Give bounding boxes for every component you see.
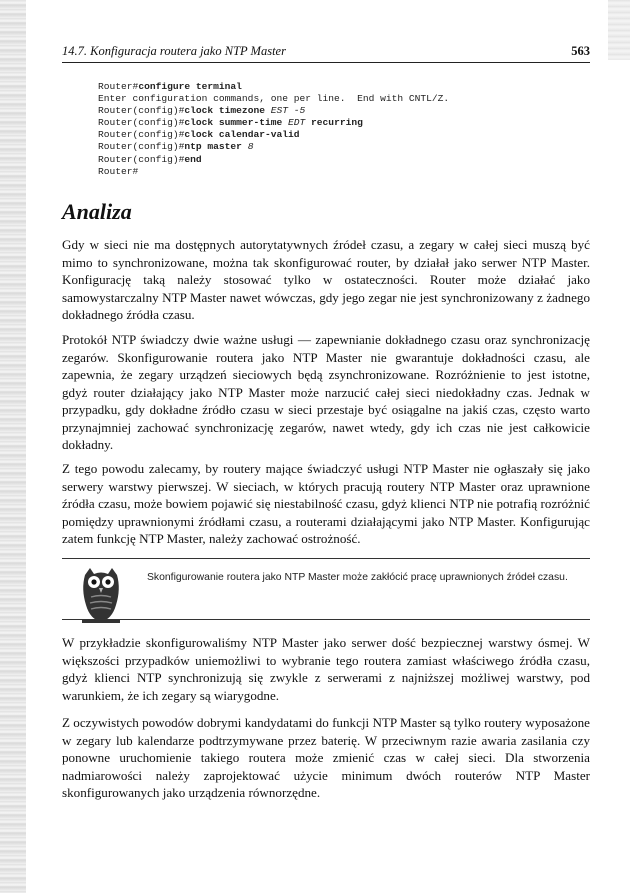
code-segment: end	[184, 153, 202, 165]
code-segment: Router(config)#	[98, 153, 185, 165]
code-segment: Router(config)#	[98, 141, 185, 153]
paragraph-2: Protokół NTP świadczy dwie ważne usługi — zapewnianie dokładnego czasu oraz synchronizację zegarów. Skonfigurowanie routera jako NTP Master nie gwarantuje dokładności czasu, ale zapewnia, że zegary urządzeń sieciowych będą zsynchronizowane. Rozróżnienie to jest istotne, gdyż router działający jako NTP Master może narzucić całej sieci niedokładny czas. Jednak w przypadku, gdy dokładne źródło czasu w sieci przestaje być osiągalne na jakiś czas, często warto przynajmniej zachować synchronizację zegarów, nawet wtedy, gdy ich czas nie jest całkowicie dokładny.	[62, 332, 590, 452]
code-segment: Router(config)#	[98, 105, 185, 117]
code-segment: clock timezone	[184, 105, 271, 117]
code-segment: Router#	[98, 81, 139, 92]
code-segment: clock calendar-valid	[184, 129, 300, 141]
code-segment: Router(config)#	[98, 129, 185, 141]
running-header	[62, 44, 590, 63]
section-heading: Analiza	[62, 199, 132, 224]
paragraph-1: Gdy w sieci nie ma dostępnych autorytatywnych źródeł czasu, a zegary w całej sieci muszą być mimo to synchronizowane, można tak skonfigurować router, by działał jako serwer NTP Master. Konfigurację taką należy stosować tylko w ostateczności. Router może działać jako samowystarczalny NTP Master nawet wówczas, gdy jego zegar nie jest synchronizowany z żadnego dokładnego źródła czasu.	[62, 237, 590, 322]
code-segment: configure terminal	[138, 81, 242, 92]
code-listing	[98, 81, 578, 178]
code-segment: clock summer-time	[184, 117, 288, 129]
code-segment: ntp master	[184, 141, 248, 153]
scan-edge-corner	[608, 0, 630, 60]
code-segment: Router(config)#	[98, 117, 185, 129]
chapter-title: 14.7. Konfiguracja routera jako NTP Master	[62, 44, 286, 58]
owl-icon	[79, 567, 123, 625]
page-number: 563	[571, 44, 590, 58]
note-rule-bottom	[62, 619, 590, 620]
code-segment: Router#	[98, 165, 139, 177]
code-line	[98, 141, 578, 153]
code-line	[98, 154, 578, 166]
code-line	[98, 117, 578, 129]
code-line	[98, 166, 578, 178]
note-rule-top	[62, 558, 590, 559]
code-segment: 8	[247, 141, 254, 153]
note-text: Skonfigurowanie routera jako NTP Master może zakłócić pracę uprawnionych źródeł czasu.	[147, 572, 568, 583]
paragraph-5: Z oczywistych powodów dobrymi kandydatami do funkcji NTP Master są tylko routery wyposażone w zegary lub kalendarze podtrzymywane przez baterię. W przeciwnym razie awaria zasilania czy ponowne uruchomienie takiego routera może zmienić czas w całej sieci. Dla stworzenia nadmiarowości należy zaprojektować użycie minimum dwóch routerów NTP Master skonfigurowanych jako urządzenia równorzędne.	[62, 715, 590, 800]
code-line	[98, 93, 578, 105]
code-segment: Enter configuration commands, one per line. End with CNTL/Z.	[98, 93, 450, 105]
scan-edge-left	[0, 0, 26, 893]
code-segment: recurring	[305, 117, 363, 129]
paragraph-4: W przykładzie skonfigurowaliśmy NTP Master jako serwer dość bezpiecznej warstwy ósmej. W większości przypadków uniemożliwi to wybranie tego routera zamiast właściwego źródła czasu, gdyż klienci NTP synchronizują się zwykle z serwerami z najniższej możliwej warstwy, pod warunkiem, że ich zegary są wiarygodne.	[62, 635, 590, 703]
paragraph-3: Z tego powodu zalecamy, by routery mające świadczyć usługi NTP Master nie ogłaszały się jako serwery warstwy pierwszej. W sieciach, w których pracują routery NTP Master oraz uprawnione źródła czasu, może bowiem pojawić się niestabilność czasu, gdyż klienci NTP nie potrafią rozróżnić pomiędzy uprawnionymi źródłami czasu, a routerami działającymi jako NTP Master. Konfigurując zatem funkcję NTP Master, należy zachować ostrożność.	[62, 461, 590, 546]
code-segment: EST -5	[270, 105, 306, 117]
code-line	[98, 81, 578, 93]
code-line	[98, 105, 578, 117]
code-segment: EDT	[288, 117, 306, 129]
code-line	[98, 129, 578, 141]
